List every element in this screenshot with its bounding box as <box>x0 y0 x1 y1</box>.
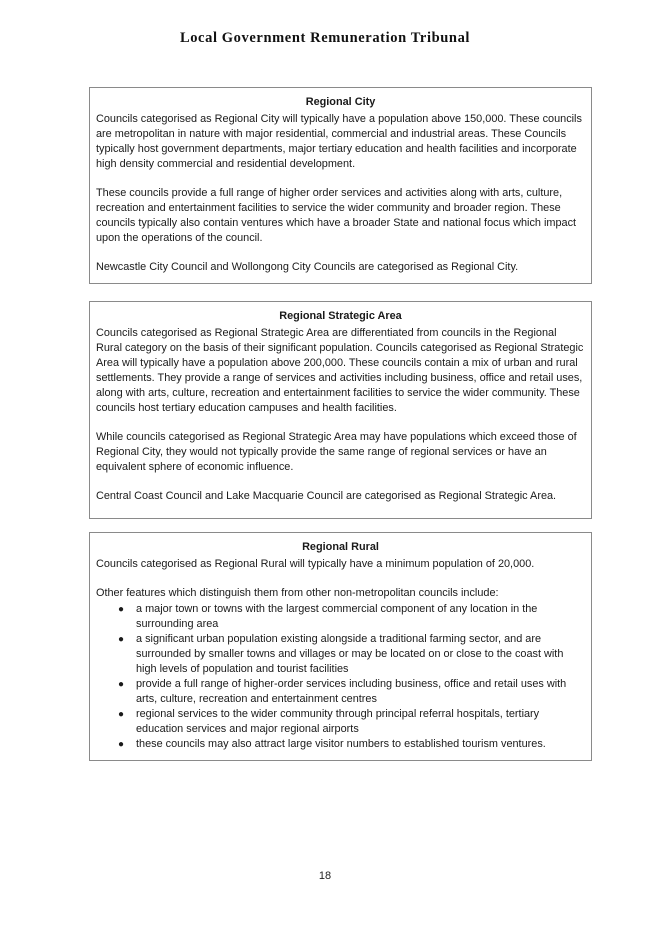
regional-rural-paragraph: Councils categorised as Regional Rural will typically have a minimum population of 20,000. <box>96 558 535 570</box>
regional-strategic-area-paragraph: Central Coast Council and Lake Macquarie Council are categorised as Regional Strategic Area. <box>96 490 557 502</box>
bullet-icon: ● <box>118 634 125 645</box>
page-header-title: Local Government Remuneration Tribunal <box>179 30 471 46</box>
regional-strategic-area-title: Regional Strategic Area <box>279 310 402 322</box>
feature-text: a major town or towns with the largest commercial component of any location in the surrounding area <box>136 603 538 630</box>
feature-list-item <box>96 602 585 632</box>
feature-text: regional services to the wider community through principal referral hospitals, tertiary education services and major regional airports <box>136 708 540 735</box>
regional-city-paragraph: Newcastle City Council and Wollongong City Councils are categorised as Regional City. <box>96 261 519 273</box>
bullet-icon: ● <box>118 709 125 720</box>
feature-text: provide a full range of higher-order services including business, office and retail uses with arts, culture, recreation and entertainment centres <box>136 678 567 705</box>
regional-strategic-area-box <box>89 301 592 519</box>
feature-list-item <box>96 707 585 737</box>
bullet-icon: ● <box>118 604 125 615</box>
regional-city-title: Regional City <box>305 96 376 108</box>
regional-strategic-area-paragraph: Councils categorised as Regional Strategic Area are differentiated from councils in the Regional Rural category on the basis of their significant population. Councils categorised as Regional Strategic Area will typically have a population above 200,000. These councils contain a mix of urban and rural settlements. They provide a range of services and activities including business, office and retail uses, along with arts, culture, recreation and entertainment facilities to service the wider community. These councils host tertiary education campuses and health facilities. <box>96 327 584 414</box>
page-number: 18 <box>318 870 332 882</box>
regional-rural-box <box>89 532 592 761</box>
regional-city-paragraph: Councils categorised as Regional City will typically have a population above 150,000. These councils are metropolitan in nature with major residential, commercial and industrial areas. These Councils typically host government departments, major tertiary education and health facilities and incorporate high density commercial and residential development. <box>96 113 582 170</box>
feature-list-item <box>96 632 585 677</box>
feature-text: these councils may also attract large visitor numbers to established tourism ventures. <box>136 738 546 750</box>
bullet-icon: ● <box>118 739 125 750</box>
feature-list-item <box>96 737 585 752</box>
regional-strategic-area-paragraph: While councils categorised as Regional Strategic Area may have populations which exceed those of Regional City, they would not typically provide the same range of regional services or have an equivalent sphere of economic influence. <box>96 431 577 473</box>
regional-city-box <box>89 87 592 284</box>
feature-list-item <box>96 677 585 707</box>
feature-text: a significant urban population existing alongside a traditional farming sector, and are surrounded by smaller towns and villages or may be located on or close to the coast with high levels of population and tourist facilities <box>136 633 564 675</box>
regional-rural-paragraph: Other features which distinguish them from other non-metropolitan councils include: <box>96 587 499 599</box>
regional-rural-feature-list <box>96 602 585 752</box>
bullet-icon: ● <box>118 679 125 690</box>
regional-rural-title: Regional Rural <box>302 541 379 553</box>
regional-city-paragraph: These councils provide a full range of higher order services and activities along with arts, culture, recreation and entertainment facilities to service the wider community and broader region. These councils typically also contain ventures which have a broader State and national focus which impact upon the operations of the council. <box>96 187 577 244</box>
